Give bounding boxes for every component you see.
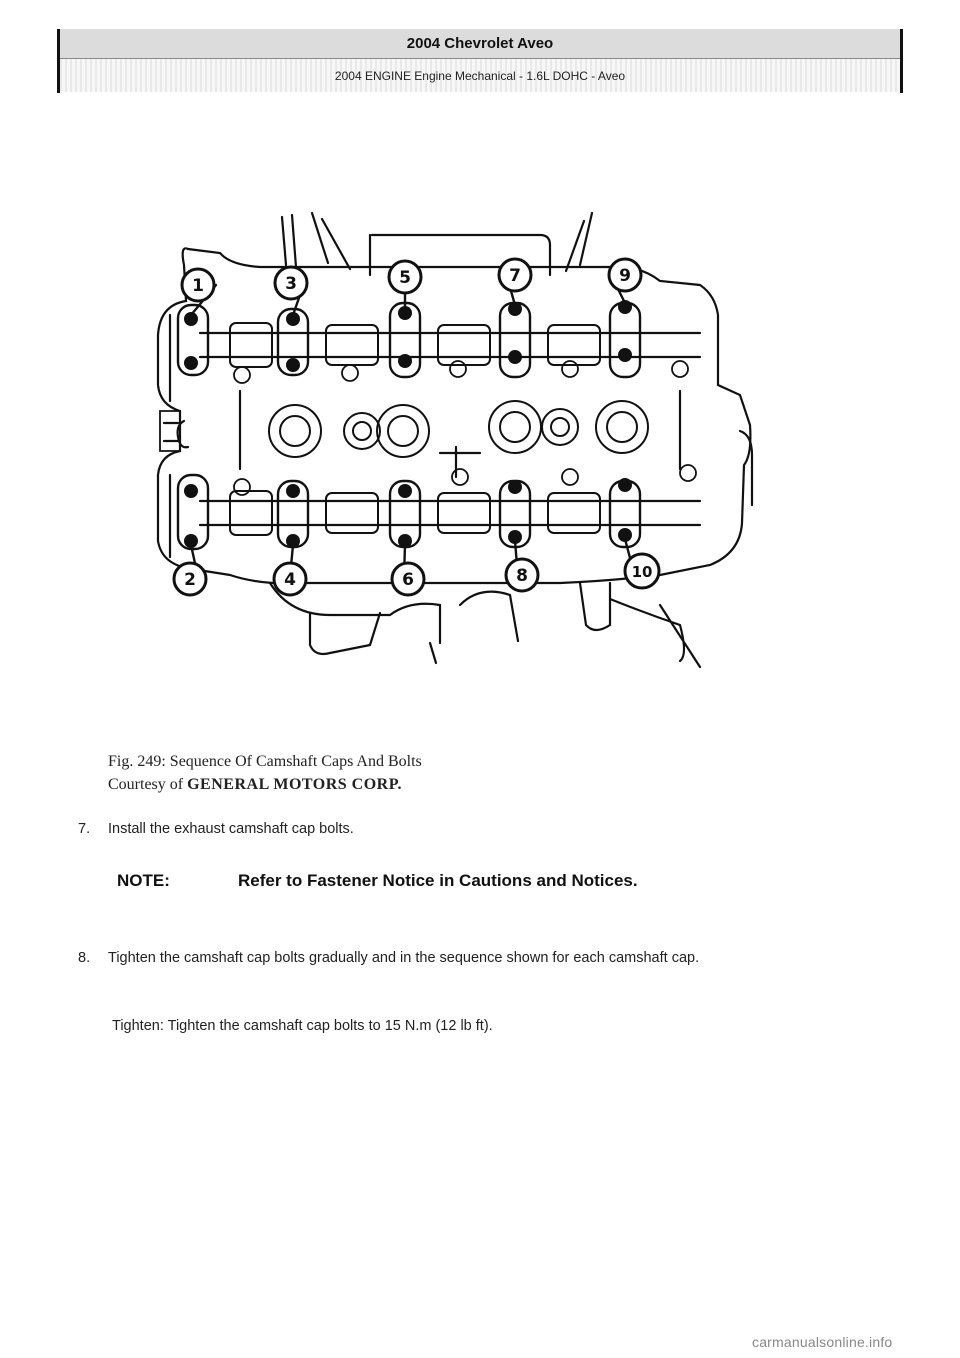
- callout-9: 9: [619, 266, 631, 286]
- document-subtitle: 2004 ENGINE Engine Mechanical - 1.6L DOHC - Aveo: [60, 59, 900, 92]
- callout-7: 7: [509, 266, 521, 286]
- document-header: [57, 29, 903, 93]
- camshaft-sequence-diagram: [140, 205, 780, 675]
- note-label: NOTE:: [117, 871, 170, 890]
- callout-5: 5: [399, 268, 411, 288]
- caption-courtesy-company: GENERAL MOTORS CORP.: [187, 776, 403, 793]
- callout-1: 1: [192, 276, 204, 296]
- step-text: Install the exhaust camshaft cap bolts.: [108, 821, 354, 837]
- caption-title: Fig. 249: Sequence Of Camshaft Caps And Bolts: [108, 753, 422, 770]
- callout-6: 6: [402, 570, 414, 590]
- watermark-link[interactable]: carmanualsonline.info: [752, 1334, 893, 1350]
- step-number: 8.: [78, 950, 91, 966]
- callout-2: 2: [184, 570, 196, 590]
- document-title: 2004 Chevrolet Aveo: [60, 29, 900, 59]
- callout-10: 10: [631, 563, 653, 581]
- callout-3: 3: [285, 274, 297, 294]
- step-8: [78, 947, 898, 969]
- step-7: [78, 818, 354, 840]
- torque-spec: Tighten: Tighten the camshaft cap bolts to 15 N.m (12 lb ft).: [112, 1018, 493, 1034]
- callout-4: 4: [284, 570, 296, 590]
- note-box: [117, 870, 688, 892]
- note-text: Refer to Fastener Notice in Cautions and Notices.: [238, 871, 638, 890]
- caption-courtesy-prefix: Courtesy of: [108, 776, 188, 793]
- callout-8: 8: [516, 566, 528, 586]
- step-text: Tighten the camshaft cap bolts gradually and in the sequence shown for each camshaft cap.: [108, 950, 700, 966]
- step-number: 7.: [78, 821, 91, 837]
- caption-courtesy: [108, 773, 422, 796]
- figure-caption: [108, 750, 422, 796]
